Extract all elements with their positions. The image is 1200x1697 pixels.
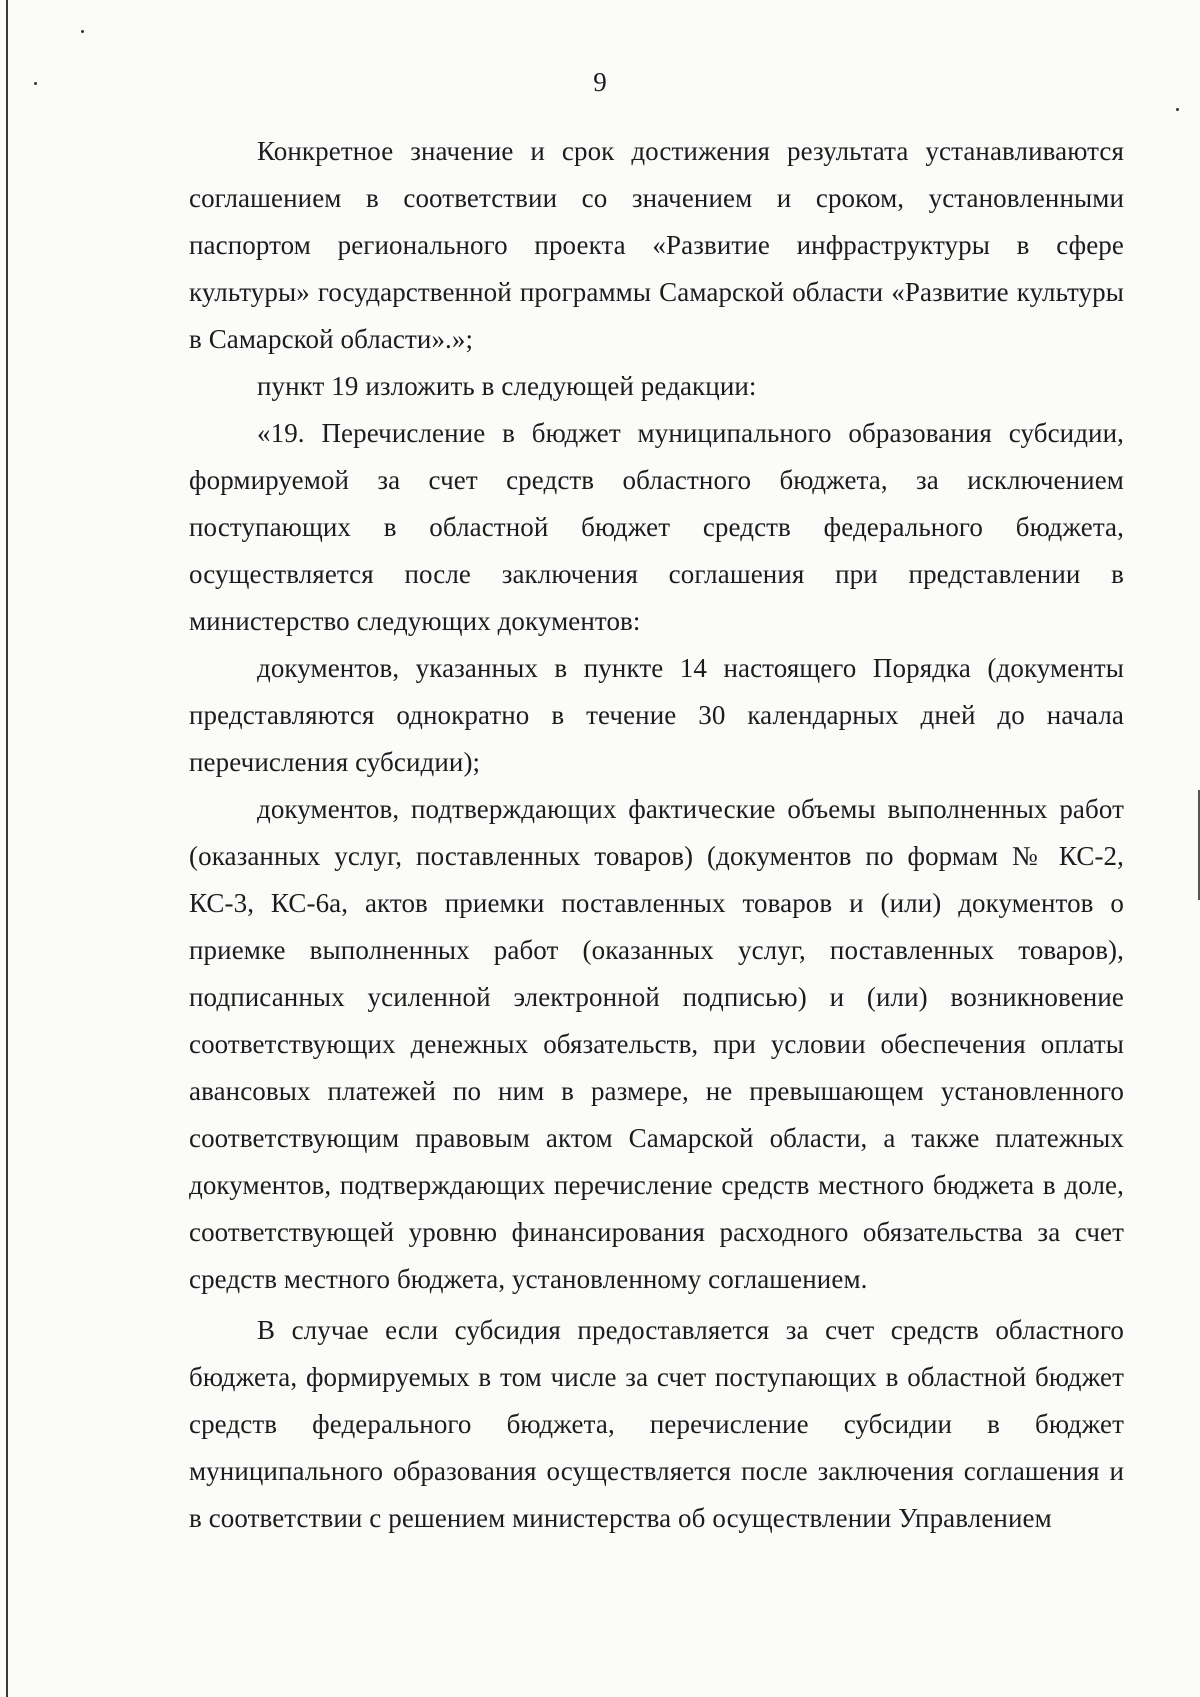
paragraph-federal-subsidy: В случае если субсидия предоставляется за счет средств областного бюджета, формируемых в том числе за счет поступающих в областной бюджет средств федерального бюджета, перечисление субсидии в бюджет муниципального образования осуществляется после заключения соглашения и в соответствии с решением министерства об осуществлении Управлением [189, 1315, 1124, 1533]
paragraph-point-19: «19. Перечисление в бюджет муниципального образования субсидии, формируемой за счет средств областного бюджета, за исключением поступающих в областной бюджет средств федерального бюджета, осуществляется после заключения соглашения при представлении в министерство следующих документов: [189, 418, 1124, 636]
paragraph-documents-point-14: документов, указанных в пункте 14 настоящего Порядка (документы представляются однократно в течение 30 календарных дней до начала перечисления субсидии); [189, 653, 1124, 777]
paragraph-amend-point-19: пункт 19 изложить в следующей редакции: [257, 371, 757, 401]
scan-speck [1176, 108, 1179, 111]
scan-speck [81, 30, 84, 33]
page-number: 9 [593, 67, 607, 97]
paragraph-result-value: Конкретное значение и срок достижения результата устанавливаются соглашением в соответствии со значением и сроком, установленными паспортом регионального проекта «Развитие инфраструктуры в сфере культуры» государственной программы Самарской области «Развитие культуры в Самарской области».»; [189, 136, 1124, 354]
scan-edge-left [6, 0, 8, 1697]
paragraph-documents-works: документов, подтверждающих фактические объемы выполненных работ (оказанных услуг, поставленных товаров) (документов по формам № КС-2, КС-3, КС-6а, актов приемки поставленных товаров и (или) документов о приемке выполненных работ (оказанных услуг, поставленных товаров), подписанных усиленной электронной подписью) и (или) возникновение соответствующих денежных обязательств, при условии обеспечения оплаты авансовых платежей по ним в размере, не превышающем установленного соответствующим правовым актом Самарской области, а также платежных документов, подтверждающих перечисление средств местного бюджета в доле, соответствующей уровню финансирования расходного обязательства за счет средств местного бюджета, установленному соглашением. [189, 794, 1124, 1294]
document-body [189, 128, 1124, 1542]
